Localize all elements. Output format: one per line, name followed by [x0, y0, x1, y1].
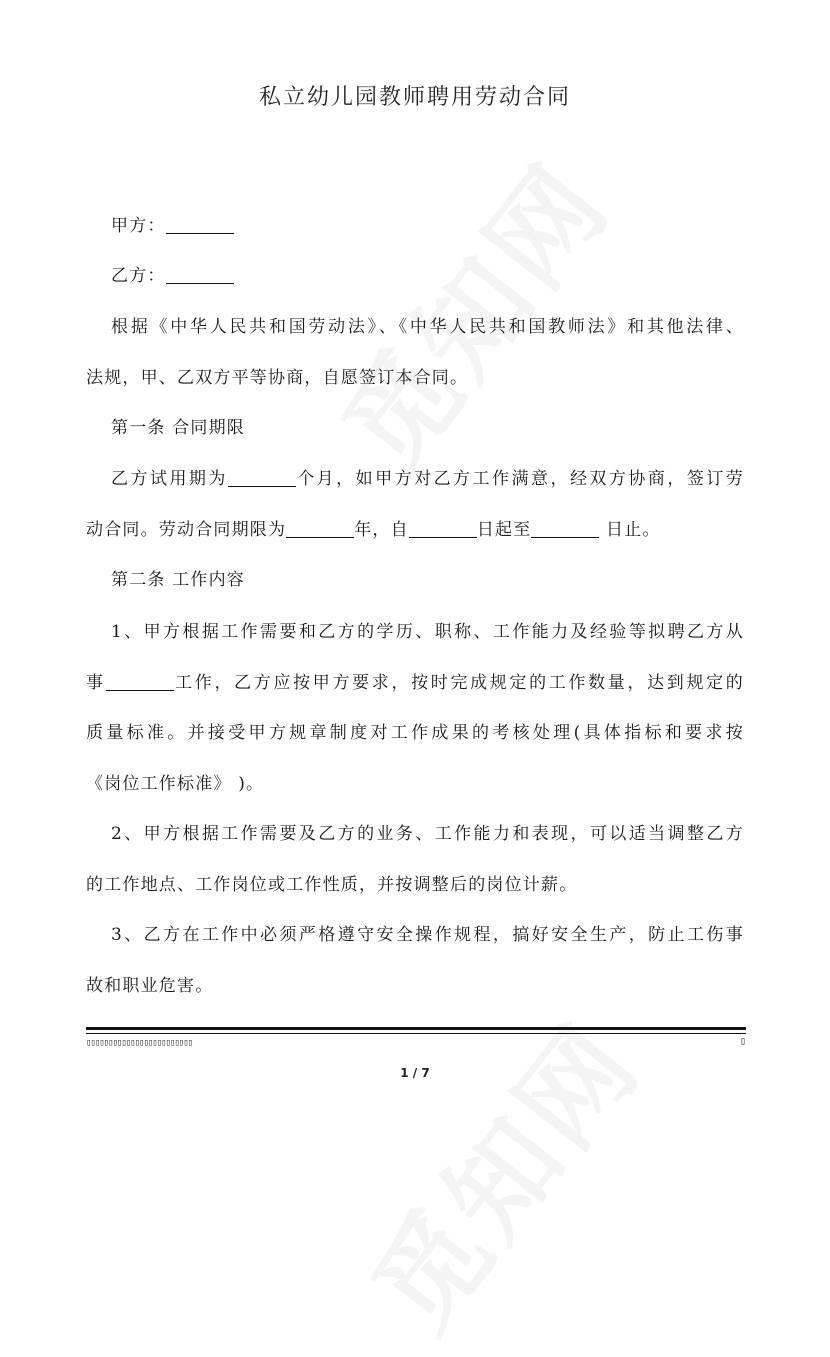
article-2-item-1-line-4: 《岗位工作标准》 )。: [86, 774, 265, 794]
article-2-item-3-line-1: 3、乙方在工作中必须严格遵守安全操作规程，搞好安全生产，防止工伤事: [111, 925, 744, 945]
text-segment: 工作，乙方应按甲方要求，按时完成规定的工作数量，达到规定的: [173, 673, 744, 693]
footer-right-text: ▯: [740, 1036, 747, 1047]
party-a-label: 甲方：: [111, 216, 166, 236]
text-segment: 事: [86, 673, 106, 693]
watermark: [300, 126, 639, 498]
text-segment: 日起至: [476, 520, 532, 540]
article-2-item-2-line-1: 2、甲方根据工作需要及乙方的业务、工作能力和表现，可以适当调整乙方: [111, 824, 744, 844]
article-2-item-3-line-2: 故和职业危害。: [86, 976, 214, 996]
end-date-blank: [531, 519, 599, 538]
page-number: 1 / 7: [400, 1066, 430, 1080]
article-2-item-1-line-3: 质量标准。并接受甲方规章制度对工作成果的考核处理(具体指标和要求按: [86, 723, 744, 743]
intro-line-1: 根据《中华人民共和国劳动法》、《中华人民共和国教师法》和其他法律、: [111, 317, 744, 337]
party-a-blank: [166, 215, 234, 234]
text-segment: 个月，如甲方对乙方工作满意，经双方协商，签订劳: [295, 469, 744, 489]
article-2-item-2-line-2: 的工作地点、工作岗位或工作性质，并按调整后的岗位计薪。: [86, 875, 578, 895]
intro-line-2: 法规，甲、乙双方平等协商，自愿签订本合同。: [86, 368, 469, 388]
footer-divider: [86, 1027, 746, 1030]
footer-divider-thin: [86, 1033, 746, 1034]
contract-years-blank: [286, 519, 354, 538]
text-segment: 年，自: [354, 520, 409, 540]
footer-left-text: ▯▯▯▯▯▯▯▯▯▯▯▯▯▯▯▯▯▯▯▯▯▯▯▯: [86, 1038, 193, 1048]
document-title: 私立幼儿园教师聘用劳动合同: [258, 85, 571, 110]
article-1-line-1: [111, 467, 744, 491]
article-1-heading: 第一条 合同期限: [111, 418, 246, 438]
article-2-heading: 第二条 工作内容: [111, 570, 246, 590]
text-segment: 日止。: [606, 520, 661, 540]
article-2-item-1-line-2: [86, 671, 744, 695]
watermark-bottom: [330, 986, 669, 1357]
article-1-line-2: [86, 518, 744, 542]
party-b-blank: [166, 265, 234, 284]
start-date-blank: [409, 519, 477, 538]
text-segment: 动合同。劳动合同期限为: [86, 520, 287, 540]
job-position-blank: [106, 672, 174, 691]
article-2-item-1-line-1: 1、甲方根据工作需要和乙方的学历、职称、工作能力及经验等拟聘乙方从: [111, 622, 744, 642]
party-b-label: 乙方：: [111, 266, 166, 286]
probation-months-blank: [228, 468, 296, 487]
text-segment: 乙方试用期为: [111, 469, 228, 489]
party-a-line: [111, 214, 744, 238]
party-b-line: [111, 264, 744, 288]
